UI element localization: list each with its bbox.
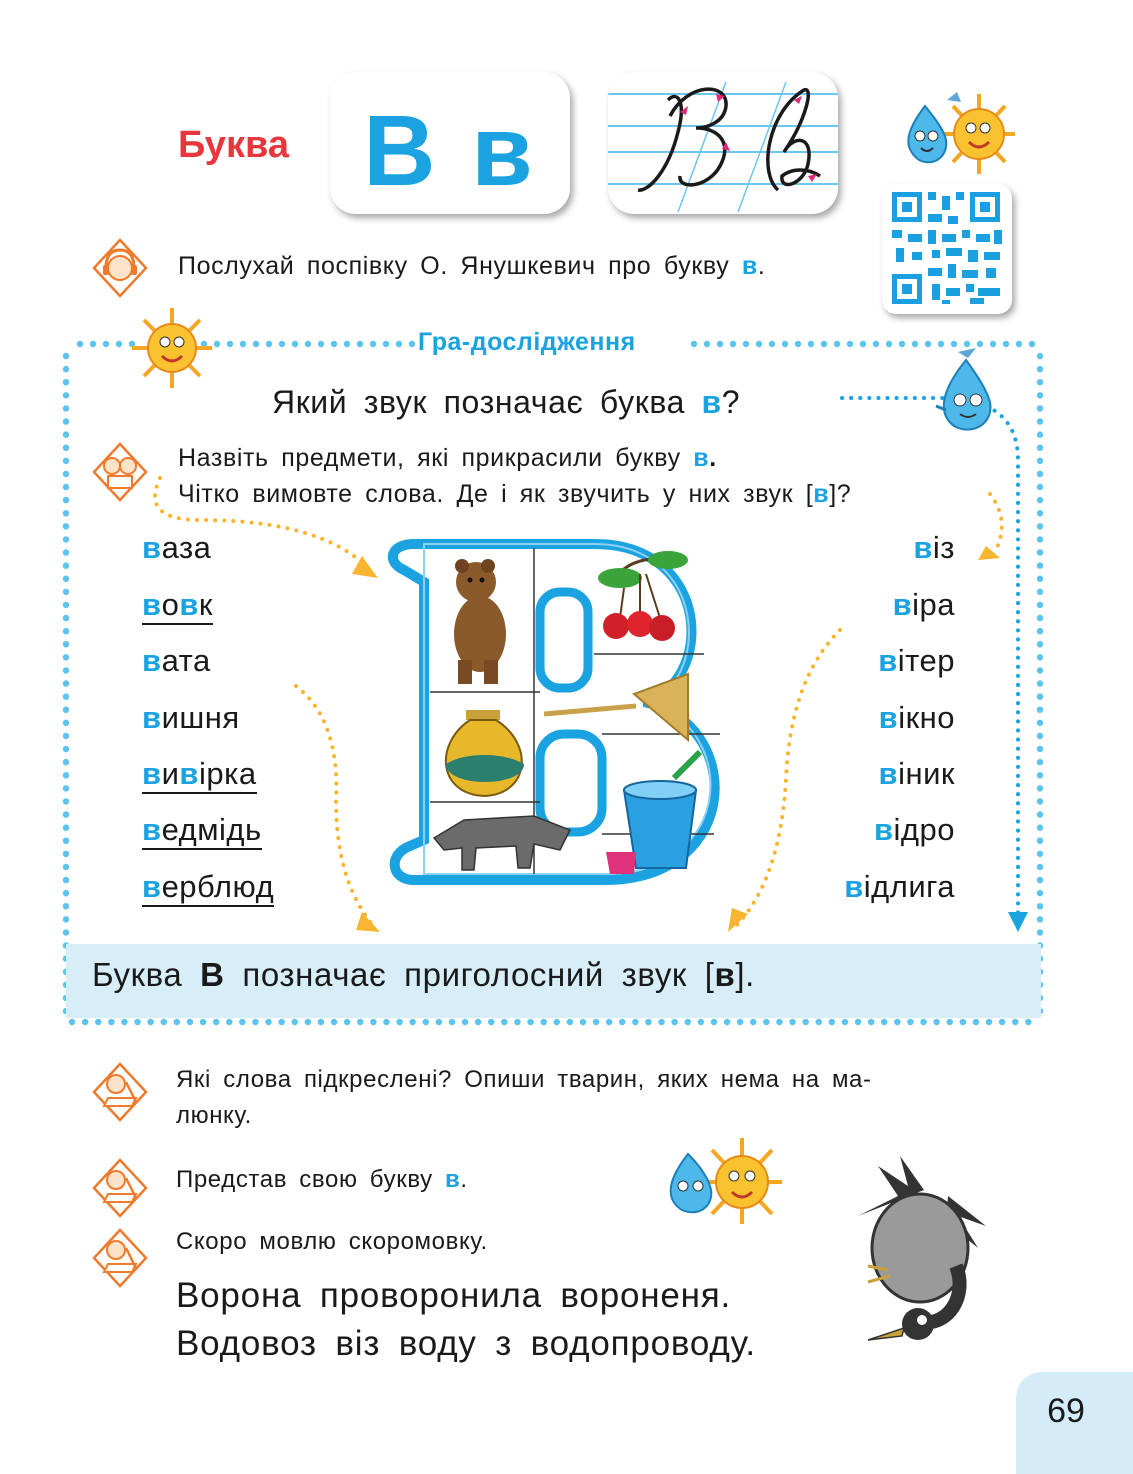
orange-arrow-3 [736, 630, 840, 926]
left-word [142, 869, 274, 907]
task-end-1: . [709, 444, 717, 472]
task-text-1: Назвіть предмети, які прикрасили букву [178, 444, 694, 472]
writing-icon [92, 1158, 148, 1218]
qr-code-icon [882, 184, 1012, 314]
left-word [142, 700, 240, 736]
tongue-twister-line-1: Ворона проворонила вороненя. [176, 1276, 732, 1315]
letter-v-puzzle [384, 534, 744, 890]
highlighted-letter: в [179, 756, 199, 791]
word-part: и [161, 756, 180, 791]
print-letters: В в [363, 95, 537, 207]
highlighted-letter: в [844, 869, 864, 904]
left-word [142, 587, 213, 625]
sun-and-drop-icon [895, 88, 1015, 180]
underlined-question-1: Які слова підкреслені? Опиши тварин, яких нема на ма- [176, 1066, 872, 1093]
right-word [878, 643, 955, 679]
summary-part-a: Буква [92, 956, 201, 993]
word-part: ерблюд [161, 869, 275, 904]
highlighted-letter: в [878, 756, 899, 791]
highlighted-letter: в [878, 700, 899, 735]
word-part: ірка [198, 756, 257, 791]
present-letter-task [176, 1166, 468, 1194]
left-word [142, 643, 211, 679]
highlighted-letter: в [142, 643, 162, 678]
tongue-twister-label: Скоро мовлю скоромовку. [176, 1228, 488, 1255]
highlighted-letter: в [142, 530, 162, 565]
right-word [874, 812, 955, 848]
highlighted-letter: в [142, 587, 162, 622]
word-part: о [161, 587, 180, 622]
pair-work-icon [92, 442, 148, 502]
task-text-2: Чітко вимовте слова. Де і як звучить у них звук [ [178, 480, 814, 508]
word-part: ідлига [863, 869, 955, 904]
task-letter-1: в [693, 444, 710, 472]
highlighted-letter: в [913, 530, 933, 565]
question-end: ? [721, 384, 741, 420]
word-part: іра [912, 587, 955, 622]
task-end-2: ]? [829, 480, 852, 508]
highlighted-letter: в [873, 812, 894, 847]
present-letter: в [445, 1166, 461, 1193]
right-word [879, 756, 955, 792]
highlighted-letter: в [179, 587, 199, 622]
listening-icon [92, 238, 148, 298]
question-letter: в [701, 384, 722, 420]
summary-sound: в [714, 956, 736, 993]
qr-code[interactable] [882, 184, 1012, 314]
blue-arrow-head [1008, 912, 1028, 932]
word-part: ікно [898, 700, 955, 735]
cursive-letters-icon [608, 72, 838, 214]
word-part: ітер [897, 643, 955, 678]
highlighted-letter: в [142, 700, 162, 735]
left-word [142, 530, 211, 566]
orange-arrow-2 [296, 686, 372, 924]
tongue-twister-line-2: Водовоз віз воду з водопроводу. [176, 1324, 756, 1363]
highlighted-letter: в [142, 756, 162, 791]
crow-picture [838, 1156, 988, 1360]
print-letter-card [330, 72, 570, 214]
script-letter-card [608, 72, 838, 214]
orange-arrow-4 [990, 494, 1002, 550]
frame-dots-top-left [77, 341, 415, 347]
word-part: аза [161, 530, 212, 565]
drop-icon [908, 92, 961, 162]
left-word [142, 756, 257, 794]
right-word [893, 587, 955, 623]
game-label: Гра-дослідження [418, 328, 636, 356]
intro-end: . [757, 252, 766, 280]
writing-icon [92, 1228, 148, 1288]
sun-icon [939, 94, 1015, 174]
sun-and-drop-icon [658, 1134, 782, 1228]
present-end: . [460, 1166, 468, 1193]
right-word [913, 530, 955, 566]
summary-letter: В [200, 956, 225, 993]
summary-part-b: позначає приголосний звук [ [224, 956, 715, 993]
word-part: іник [898, 756, 955, 791]
right-word [879, 700, 955, 736]
highlighted-letter: в [142, 869, 162, 904]
present-text: Представ свою букву [176, 1166, 446, 1193]
word-part: ідро [893, 812, 955, 847]
writing-icon [92, 1062, 148, 1122]
page-title: Буква [178, 124, 289, 166]
task-sound: в [813, 480, 830, 508]
intro-sentence: Послухай поспівку О. Янушкевич про букву [178, 252, 742, 280]
word-part: із [932, 530, 955, 565]
task-line-1 [178, 444, 717, 473]
summary-text [92, 956, 755, 994]
intro-text [178, 252, 765, 281]
sun-icon [130, 306, 214, 390]
word-part: едмідь [161, 812, 262, 847]
highlighted-letter: в [892, 587, 913, 622]
highlighted-letter: в [878, 643, 898, 678]
task-line-2 [178, 480, 851, 509]
drop-icon [928, 344, 1002, 438]
word-part: ата [161, 643, 211, 678]
question-text: Який звук позначає буква [272, 384, 702, 420]
underlined-question-2: люнку. [176, 1102, 252, 1129]
right-word [844, 869, 955, 905]
word-part: к [198, 587, 213, 622]
left-word [142, 812, 262, 850]
game-question [272, 384, 740, 421]
summary-part-c: ]. [735, 956, 755, 993]
highlighted-letter: в [142, 812, 162, 847]
word-part: ишня [161, 700, 240, 735]
intro-letter: в [741, 252, 758, 280]
page-number: 69 [1047, 1392, 1085, 1430]
